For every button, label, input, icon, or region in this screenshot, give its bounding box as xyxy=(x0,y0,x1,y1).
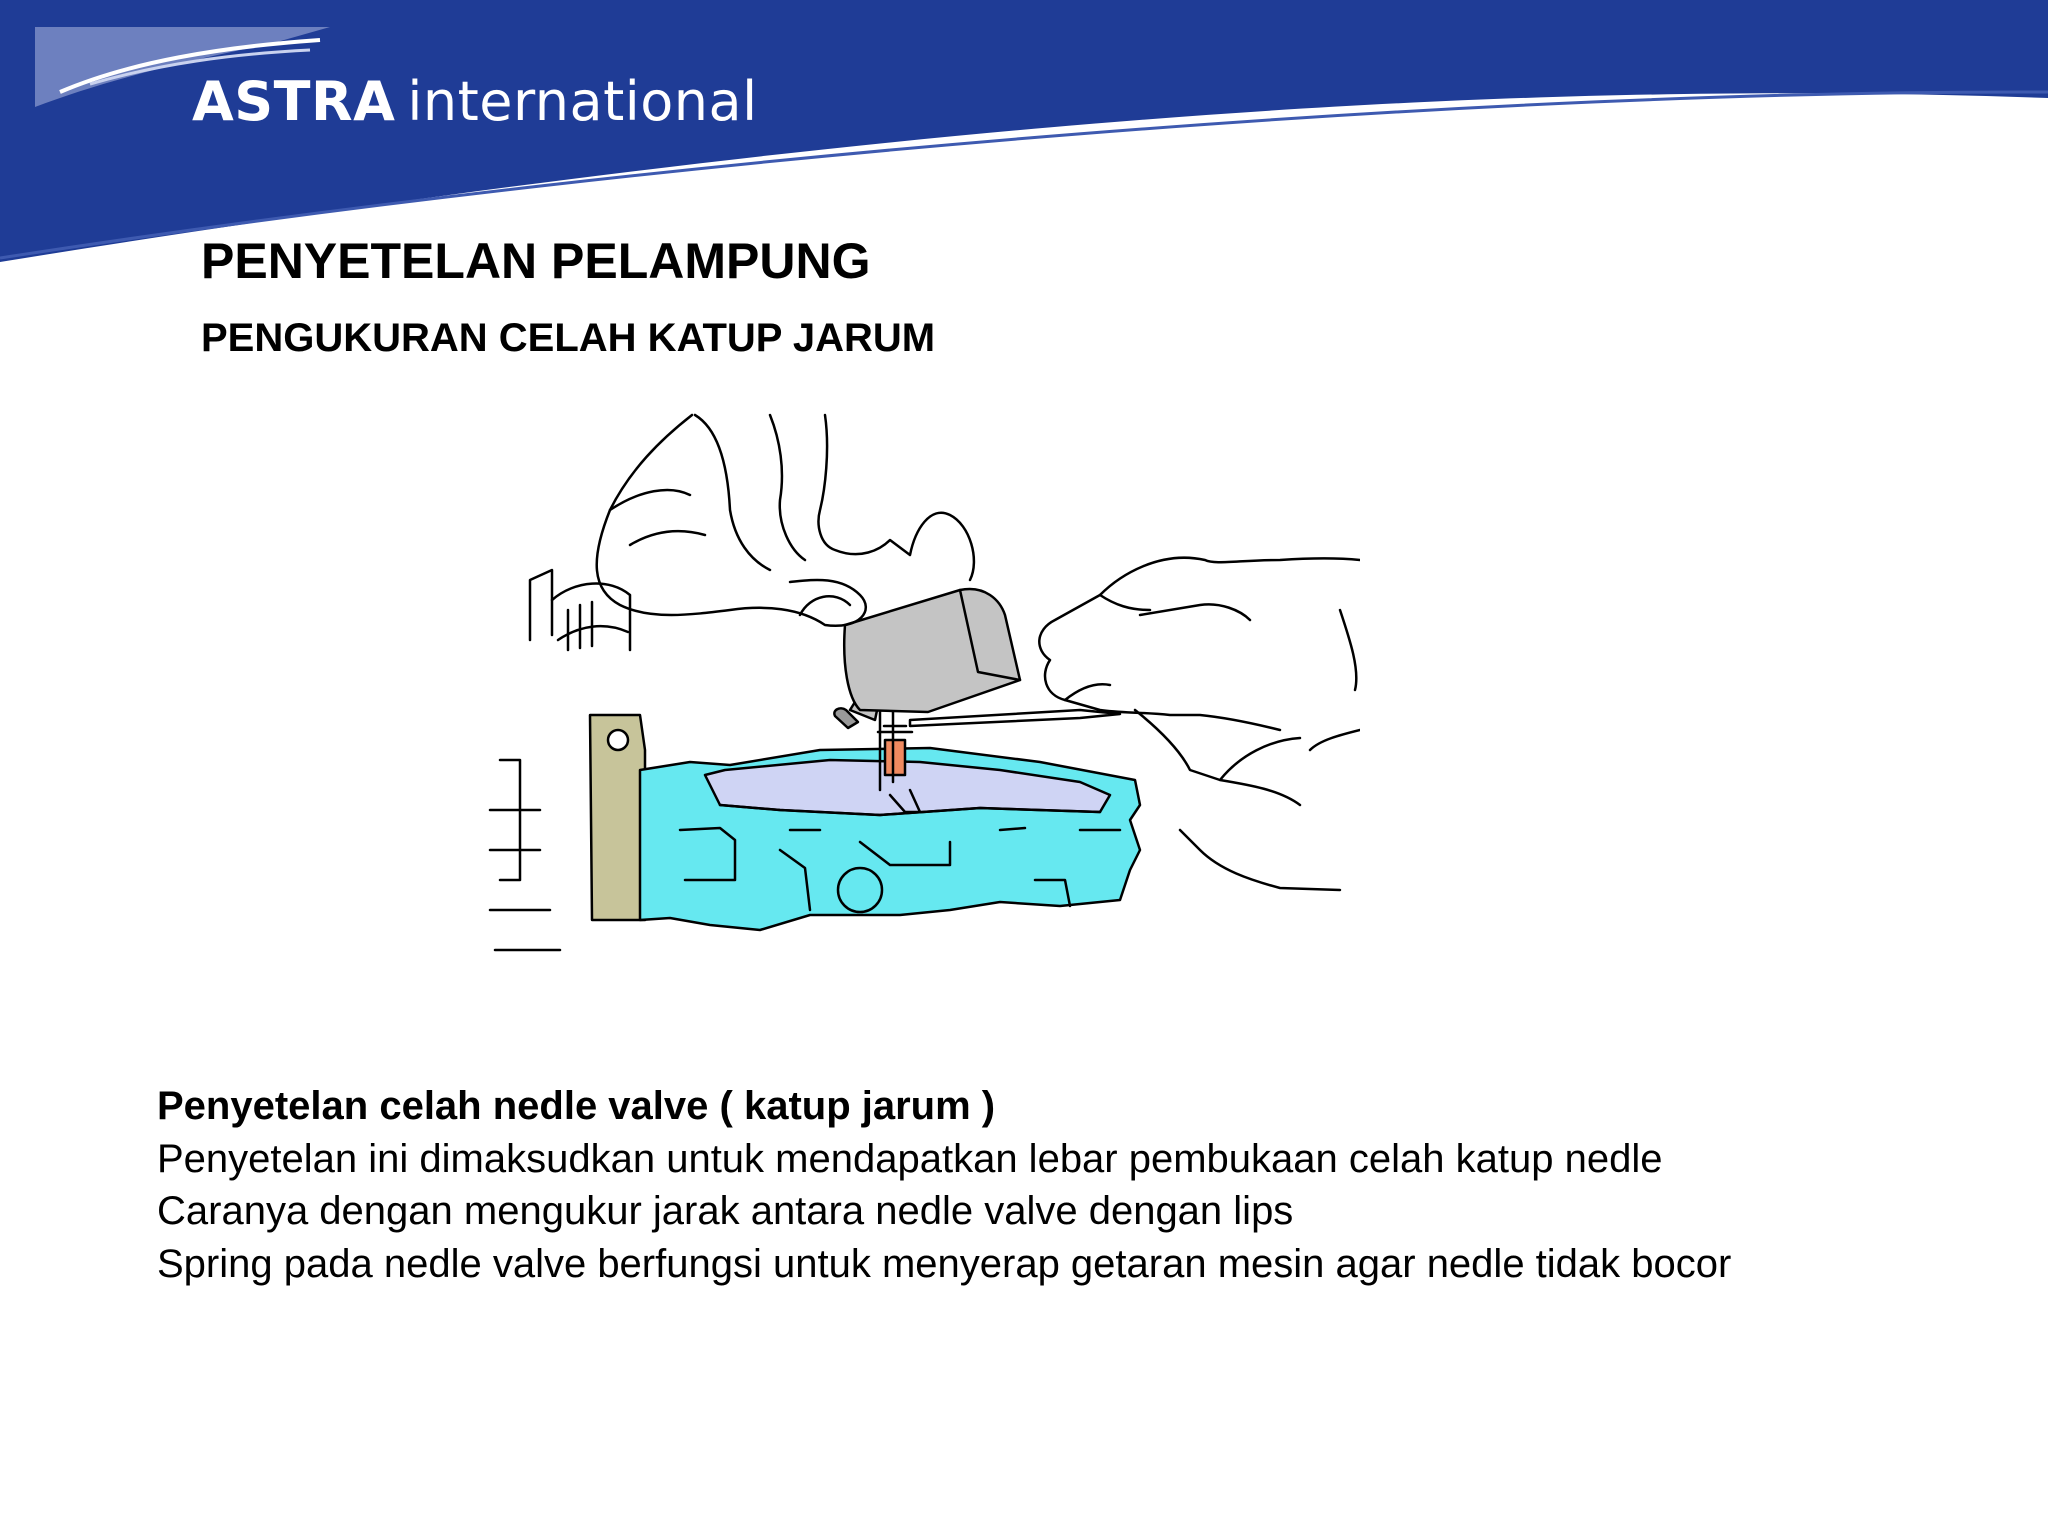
paragraph-heading: Penyetelan celah nedle valve ( katup jarum ) xyxy=(157,1084,996,1128)
paragraph-line: Caranya dengan mengukur jarak antara nedle valve dengan lips xyxy=(157,1189,1294,1233)
slide-title: PENYETELAN PELAMPUNG xyxy=(201,233,871,289)
paragraph-line: Spring pada nedle valve berfungsi untuk menyerap getaran mesin agar nedle tidak bocor xyxy=(157,1241,1732,1286)
company-logo xyxy=(192,70,758,133)
description-paragraph xyxy=(157,1080,2017,1290)
carburetor-illustration xyxy=(480,410,1360,980)
slide-subtitle: PENGUKURAN CELAH KATUP JARUM xyxy=(201,316,936,360)
logo-brand-text: ASTRA xyxy=(192,70,396,133)
paragraph-line: Penyetelan ini dimaksudkan untuk mendapatkan lebar pembukaan celah katup nedle xyxy=(157,1136,1663,1181)
logo-suffix-text: international xyxy=(407,70,758,133)
bracket-plate xyxy=(530,570,552,640)
